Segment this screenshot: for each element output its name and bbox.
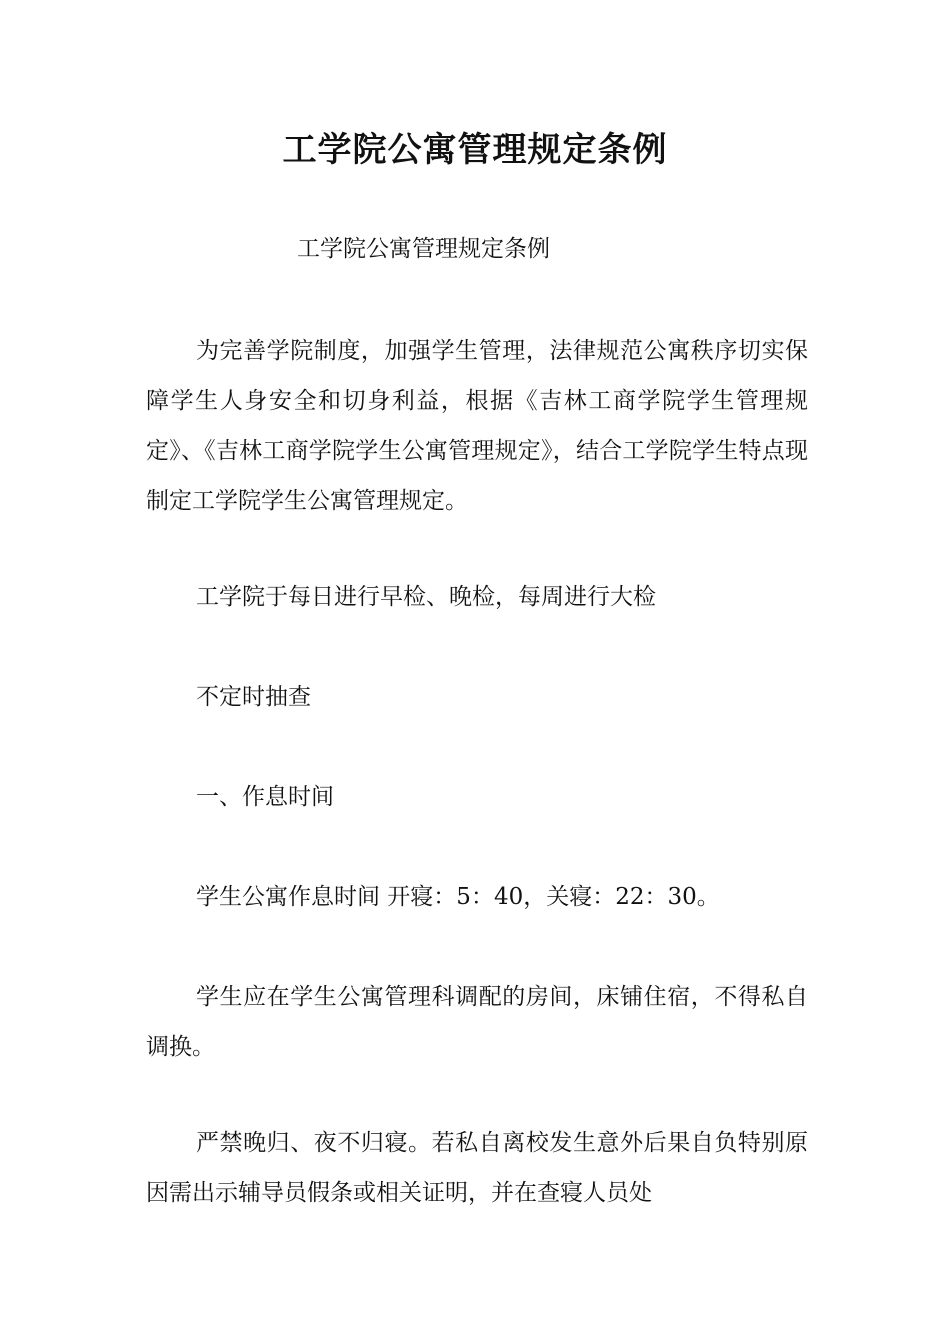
- paragraph-intro: 为完善学院制度，加强学生管理，法律规范公寓秩序切实保障学生人身安全和切身利益，根据《吉林工商学院学生管理规定》、《吉林工商学院学生公寓管理规定》，结合工学院学生特点现制定工学院学生公寓管理规定。: [146, 338, 808, 514]
- paragraph-inspection: 工学院于每日进行早检、晚检，每周进行大检: [196, 584, 656, 610]
- paragraph-spot-check: 不定时抽查: [196, 684, 311, 710]
- paragraph-late-return: 严禁晚归、夜不归寝。若私自离校发生意外后果自负特别原因需出示辅导员假条或相关证明，并在查寝人员处: [146, 1130, 808, 1206]
- section-heading-schedule: 一、作息时间: [196, 784, 334, 810]
- document-subtitle: 工学院公寓管理规定条例: [297, 236, 550, 262]
- document-title: 工学院公寓管理规定条例: [282, 130, 668, 170]
- paragraph-room-assignment: 学生应在学生公寓管理科调配的房间，床铺住宿，不得私自调换。: [146, 984, 808, 1060]
- paragraph-schedule-times: 学生公寓作息时间 开寝：5：40，关寝：22：30。: [196, 884, 720, 910]
